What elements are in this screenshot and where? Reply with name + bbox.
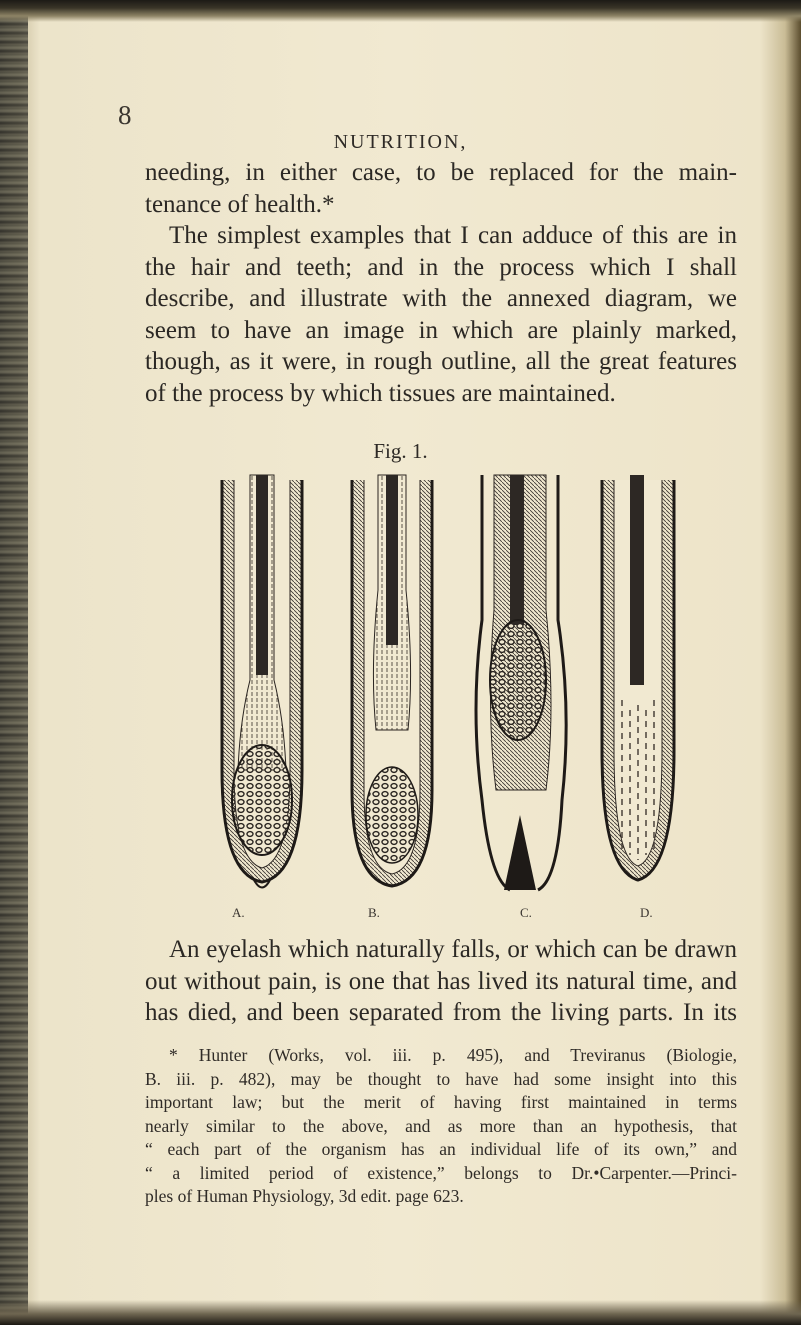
- text-line: needing, in either case, to be replaced for the main-: [145, 159, 737, 186]
- text-line: has died, and been separated from the living parts. In its: [145, 999, 737, 1026]
- text-line: describe, and illustrate with the annexed diagram, we: [145, 285, 737, 312]
- book-binding-edge: [0, 0, 28, 1325]
- footnote-line: nearly similar to the above, and as more than an hypothesis, that: [145, 1115, 737, 1136]
- running-head: NUTRITION,: [333, 131, 468, 153]
- text-line: of the process by which tissues are maintained.: [145, 379, 616, 407]
- hair-follicle-diagram: [210, 470, 680, 900]
- footnote-line: B. iii. p. 482), may be thought to have had some insight into this: [145, 1068, 737, 1089]
- figure-caption: Fig. 1.: [373, 439, 428, 463]
- follicle-b: [352, 475, 432, 886]
- figure-letter-a: A.: [232, 905, 245, 920]
- footnote-line: “ each part of the organism has an individual life of its own,” and: [145, 1139, 737, 1159]
- text-line: out without pain, is one that has lived its natural time, and: [145, 967, 737, 995]
- follicle-d: [602, 475, 674, 880]
- footnote: [145, 1044, 737, 1209]
- paragraph-eyelash: [145, 934, 737, 1029]
- footnote-line: ples of Human Physiology, 3d edit. page 623.: [145, 1186, 464, 1206]
- follicle-c: [476, 475, 566, 890]
- page-number: 8: [118, 100, 132, 130]
- footnote-line: “ a limited period of existence,” belongs to Dr.•Carpenter.—Princi-: [145, 1162, 737, 1183]
- text-line: though, as it were, in rough outline, all the great features: [145, 348, 737, 375]
- figure-letter-c: C.: [520, 905, 532, 920]
- footnote-line: * Hunter (Works, vol. iii. p. 495), and Treviranus (Biologie,: [169, 1045, 737, 1065]
- follicle-a: [222, 475, 302, 888]
- text-line: seem to have an image in which are plainly marked,: [145, 316, 737, 344]
- figure-letter-d: D.: [640, 905, 653, 920]
- figure-letter-b: B.: [368, 905, 380, 920]
- footnote-line: important law; but the merit of having first maintained in terms: [145, 1092, 737, 1112]
- paragraph-intro: [145, 157, 737, 409]
- text-line: An eyelash which naturally falls, or which can be drawn: [169, 936, 737, 963]
- page-bottom-edge: [0, 1300, 801, 1325]
- page-top-edge: [0, 0, 801, 22]
- text-line: the hair and teeth; and in the process which I shall: [145, 253, 737, 281]
- text-line: tenance of health.*: [145, 190, 335, 218]
- text-line: The simplest examples that I can adduce of this are in: [169, 222, 737, 249]
